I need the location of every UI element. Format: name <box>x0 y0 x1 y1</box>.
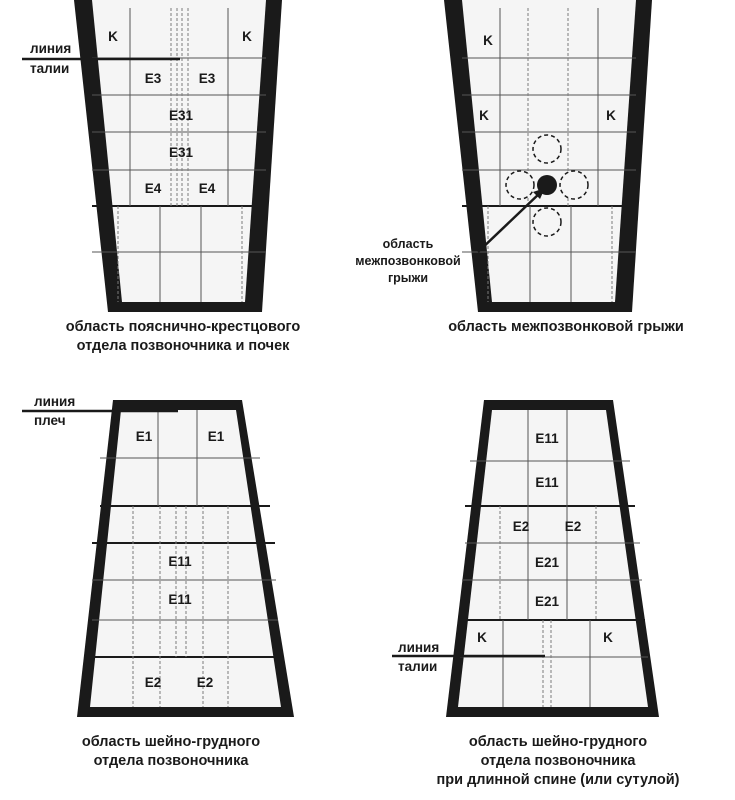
waist-label: линия <box>398 640 440 655</box>
point-e2-right: E2 <box>196 675 214 690</box>
waist-label: линия <box>30 41 72 56</box>
pointer-label: область <box>382 237 434 251</box>
point-k-left: K <box>479 108 489 123</box>
panel-caption: отдела позвоночника <box>480 753 636 769</box>
point-e1-right: E1 <box>207 429 225 444</box>
point-e31-bottom: E31 <box>168 145 194 160</box>
panel-hernia <box>355 0 684 335</box>
panel-caption: область межпозвонковой грыжи <box>448 319 684 335</box>
shoulder-label: линия <box>34 394 76 409</box>
point-e11-top: E11 <box>168 554 192 569</box>
pointer-label: межпозвонковой <box>355 254 461 268</box>
panel-caption: отдела позвоночника и почек <box>76 338 290 354</box>
point-e11-bottom: E11 <box>535 475 559 490</box>
zone-circle-bottom <box>533 208 561 236</box>
panel-caption: область пояснично-крестцового <box>65 319 301 335</box>
point-k-left: K <box>483 33 493 48</box>
point-k-left: K <box>477 630 487 645</box>
point-e21-top: E21 <box>534 555 560 570</box>
point-k-right: K <box>603 630 613 645</box>
waist-label: талии <box>398 659 438 674</box>
point-k-right: K <box>606 108 616 123</box>
point-e21-bottom: E21 <box>534 594 560 609</box>
point-e2-left: E2 <box>512 519 530 534</box>
point-e1-left: E1 <box>135 429 153 444</box>
waist-label: талии <box>30 61 70 76</box>
panel-caption: при длинной спине (или сутулой) <box>436 772 680 788</box>
panel-cervicothoracic <box>22 394 294 769</box>
point-e2-left: E2 <box>144 675 162 690</box>
point-e11-bottom: E11 <box>168 592 192 607</box>
panel-caption: область шейно-грудного <box>81 734 261 750</box>
point-e31-top: E31 <box>168 108 194 123</box>
panel-lumbosacral <box>22 0 300 354</box>
point-k-right: K <box>242 29 252 44</box>
point-e4-right: E4 <box>198 181 216 196</box>
zone-circle-right <box>560 171 588 199</box>
point-e11-top: E11 <box>535 431 559 446</box>
panel-caption: область шейно-грудного <box>468 734 648 750</box>
shoulder-label: плеч <box>34 413 66 428</box>
panel-caption: отдела позвоночника <box>93 753 249 769</box>
zone-circle-top <box>533 135 561 163</box>
point-e3-left: E3 <box>144 71 162 86</box>
point-k-left: K <box>108 29 118 44</box>
point-e2-right: E2 <box>564 519 582 534</box>
zone-circle-left <box>506 171 534 199</box>
point-e4-left: E4 <box>144 181 162 196</box>
point-e3-right: E3 <box>198 71 216 86</box>
pointer-label: грыжи <box>387 271 429 285</box>
panel-long-back <box>392 400 680 788</box>
